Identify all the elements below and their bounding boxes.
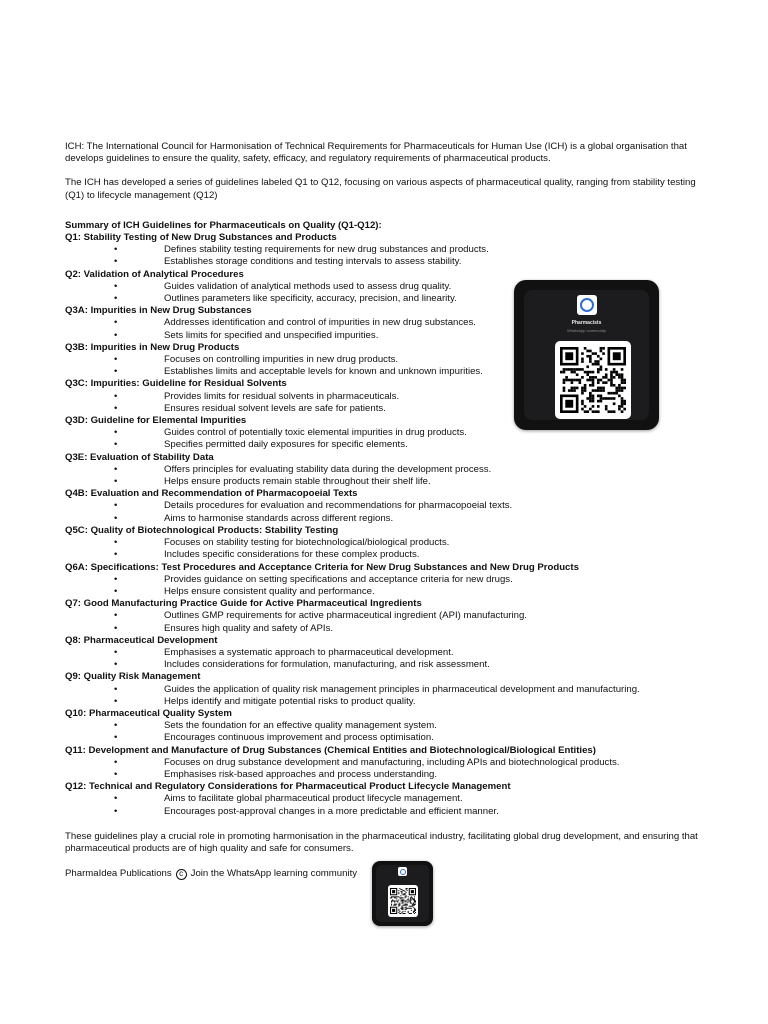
guideline-point-text: Focuses on drug substance development and manufacturing, including APIs and biotechnological products. [164, 756, 620, 768]
guideline-point [65, 586, 705, 598]
closing-paragraph: These guidelines play a crucial role in promoting harmonisation in the pharmaceutical industry, facilitating global drug development, and ensuring that pharmaceutical products are of high quality and safe for consumers. [65, 830, 698, 854]
guideline-point [65, 476, 705, 488]
document-page [65, 141, 705, 880]
guideline-point [65, 647, 705, 659]
community-logo-icon [577, 295, 597, 315]
guideline-point-text: Provides guidance on setting specifications and acceptance criteria for new drugs. [164, 573, 513, 585]
bullet-icon: • [114, 244, 118, 256]
bullet-icon: • [114, 500, 118, 512]
guideline-point [65, 793, 705, 805]
guideline-point-text: Focuses on controlling impurities in new drug products. [164, 354, 399, 366]
bullet-icon: • [114, 646, 118, 658]
guideline-point-text: Aims to facilitate global pharmaceutical product lifecycle management. [164, 793, 463, 805]
bullet-icon: • [114, 695, 118, 707]
guideline-point-text: Includes considerations for formulation, manufacturing, and risk assessment. [164, 659, 490, 671]
guideline-title: Q7: Good Manufacturing Practice Guide for Active Pharmaceutical Ingredients [65, 598, 422, 610]
guideline-point [65, 513, 705, 525]
guideline-point [65, 696, 705, 708]
qr-code-icon [555, 341, 631, 419]
guideline-title: Q1: Stability Testing of New Drug Substances and Products [65, 232, 337, 244]
bullet-icon: • [114, 256, 118, 268]
guideline-point-text: Defines stability testing requirements for new drug substances and products. [164, 244, 489, 256]
guideline-point-text: Encourages post-approval changes in a more predictable and efficient manner. [164, 805, 499, 817]
bullet-icon: • [114, 585, 118, 597]
guideline-point-text: Outlines parameters like specificity, accuracy, precision, and linearity. [164, 293, 457, 305]
bullet-icon: • [114, 537, 118, 549]
publisher-name: PharmaIdea Publications [65, 868, 172, 880]
bullet-icon: • [114, 610, 118, 622]
bullet-icon: • [114, 439, 118, 451]
qr-code-graphic-small [390, 888, 416, 914]
guideline-point-text: Provides limits for residual solvents in pharmaceuticals. [164, 390, 400, 402]
guideline-title: Q5C: Quality of Biotechnological Products: Stability Testing [65, 524, 339, 536]
guideline-point-text: Emphasises a systematic approach to pharmaceutical development. [164, 646, 454, 658]
guideline-title: Q10: Pharmaceutical Quality System [65, 707, 232, 719]
bullet-icon: • [114, 720, 118, 732]
bullet-icon: • [114, 280, 118, 292]
guideline-point-text: Helps ensure products remain stable throughout their shelf life. [164, 476, 431, 488]
summary-title: Summary of ICH Guidelines for Pharmaceuticals on Quality (Q1-Q12): [65, 219, 382, 231]
whatsapp-qr-card-large[interactable] [514, 280, 659, 430]
guideline-point-text: Sets the foundation for an effective quality management system. [164, 720, 437, 732]
bullet-icon: • [114, 366, 118, 378]
guideline-point [65, 256, 705, 268]
bullet-icon: • [114, 402, 118, 414]
guideline-point-text: Guides control of potentially toxic elemental impurities in drug products. [164, 427, 467, 439]
guideline-point [65, 549, 705, 561]
bullet-icon: • [114, 549, 118, 561]
bullet-icon: • [114, 573, 118, 585]
guideline-point-text: Establishes limits and acceptable levels for known and unknown impurities. [164, 366, 483, 378]
bullet-icon: • [114, 768, 118, 780]
bullet-icon: • [114, 476, 118, 488]
guideline-point-text: Offers principles for evaluating stability data during the development process. [164, 463, 492, 475]
bullet-icon: • [114, 427, 118, 439]
guideline-point [65, 610, 705, 622]
guideline-point-text: Helps ensure consistent quality and performance. [164, 585, 375, 597]
guideline-point [65, 439, 705, 451]
guideline-point-text: Ensures high quality and safety of APIs. [164, 622, 334, 634]
guideline-point [65, 464, 705, 476]
bullet-icon: • [114, 329, 118, 341]
bullet-icon: • [114, 354, 118, 366]
community-logo-icon-small [398, 867, 407, 876]
bullet-icon: • [114, 390, 118, 402]
guideline-point-text: Details procedures for evaluation and recommendations for pharmacopoeial texts. [164, 500, 513, 512]
bullet-icon: • [114, 622, 118, 634]
guideline-point [65, 574, 705, 586]
qr-card-subtitle: WhatsApp community [567, 328, 606, 333]
guideline-title: Q6A: Specifications: Test Procedures and Acceptance Criteria for New Drug Substances and New Drug Products [65, 561, 579, 573]
guideline-point [65, 769, 705, 781]
bullet-icon: • [114, 732, 118, 744]
guideline-point-text: Helps identify and mitigate potential risks to product quality. [164, 695, 416, 707]
guideline-title: Q12: Technical and Regulatory Considerations for Pharmaceutical Product Lifecycle Management [65, 781, 511, 793]
qr-code-icon-small [388, 885, 418, 917]
guideline-point-text: Aims to harmonise standards across different regions. [164, 512, 394, 524]
guideline-point [65, 500, 705, 512]
guideline-title: Q3D: Guideline for Elemental Impurities [65, 415, 247, 427]
guideline-point-text: Ensures residual solvent levels are safe for patients. [164, 402, 386, 414]
guideline-point-text: Sets limits for specified and unspecified impurities. [164, 329, 379, 341]
guideline-point-text: Guides validation of analytical methods used to assess drug quality. [164, 280, 452, 292]
guideline-title: Q4B: Evaluation and Recommendation of Pharmacopoeial Texts [65, 488, 358, 500]
guideline-point [65, 720, 705, 732]
guideline-title: Q8: Pharmaceutical Development [65, 634, 218, 646]
guideline-point [65, 244, 705, 256]
whatsapp-qr-card-small[interactable] [372, 861, 433, 926]
guideline-title: Q9: Quality Risk Management [65, 671, 201, 683]
guideline-point-text: Establishes storage conditions and testing intervals to assess stability. [164, 256, 462, 268]
bullet-icon: • [114, 805, 118, 817]
guideline-point-text: Outlines GMP requirements for active pharmaceutical ingredient (API) manufacturing. [164, 610, 527, 622]
copyright-icon: c [176, 869, 187, 880]
bullet-icon: • [114, 463, 118, 475]
guideline-point [65, 684, 705, 696]
guideline-title: Q3C: Impurities: Guideline for Residual Solvents [65, 378, 287, 390]
guideline-point-text: Addresses identification and control of impurities in new drug substances. [164, 317, 476, 329]
bullet-icon: • [114, 756, 118, 768]
guideline-title: Q11: Development and Manufacture of Drug Substances (Chemical Entities and Biotechnological/Biological Entities) [65, 744, 596, 756]
bullet-icon: • [114, 512, 118, 524]
guideline-point-text: Emphasises risk-based approaches and process understanding. [164, 768, 438, 780]
guideline-title: Q2: Validation of Analytical Procedures [65, 268, 244, 280]
guideline-point-text: Guides the application of quality risk management principles in pharmaceutical development and manufacturing. [164, 683, 640, 695]
qr-card-name: Pharmacists [571, 320, 602, 326]
bullet-icon: • [114, 793, 118, 805]
guideline-point [65, 757, 705, 769]
guideline-point-text: Includes specific considerations for these complex products. [164, 549, 420, 561]
intro-paragraph-series: The ICH has developed a series of guidelines labeled Q1 to Q12, focusing on various aspects of pharmaceutical quality, ranging from stability testing (Q1) to lifecycle management (Q12) [65, 177, 696, 201]
guideline-point [65, 537, 705, 549]
guideline-point [65, 732, 705, 744]
guideline-title: Q3A: Impurities in New Drug Substances [65, 305, 252, 317]
guideline-point [65, 659, 705, 671]
guideline-point-text: Focuses on stability testing for biotechnological/biological products. [164, 537, 450, 549]
guideline-point [65, 806, 705, 818]
qr-code-graphic [560, 347, 626, 413]
guideline-title: Q3B: Impurities in New Drug Products [65, 341, 240, 353]
bullet-icon: • [114, 659, 118, 671]
bullet-icon: • [114, 317, 118, 329]
intro-paragraph-ich: ICH: The International Council for Harmonisation of Technical Requirements for Pharmaceuticals for Human Use (ICH) is a global organisation that develops guidelines to ensure the quality, safety, efficacy, and regulatory requirements of pharmaceutical products. [65, 141, 687, 165]
bullet-icon: • [114, 683, 118, 695]
whatsapp-cta: Join the WhatsApp learning community [190, 868, 358, 880]
guideline-point [65, 623, 705, 635]
guideline-point-text: Encourages continuous improvement and process optimisation. [164, 732, 434, 744]
guideline-point-text: Specifies permitted daily exposures for specific elements. [164, 439, 408, 451]
bullet-icon: • [114, 293, 118, 305]
guideline-title: Q3E: Evaluation of Stability Data [65, 451, 214, 463]
